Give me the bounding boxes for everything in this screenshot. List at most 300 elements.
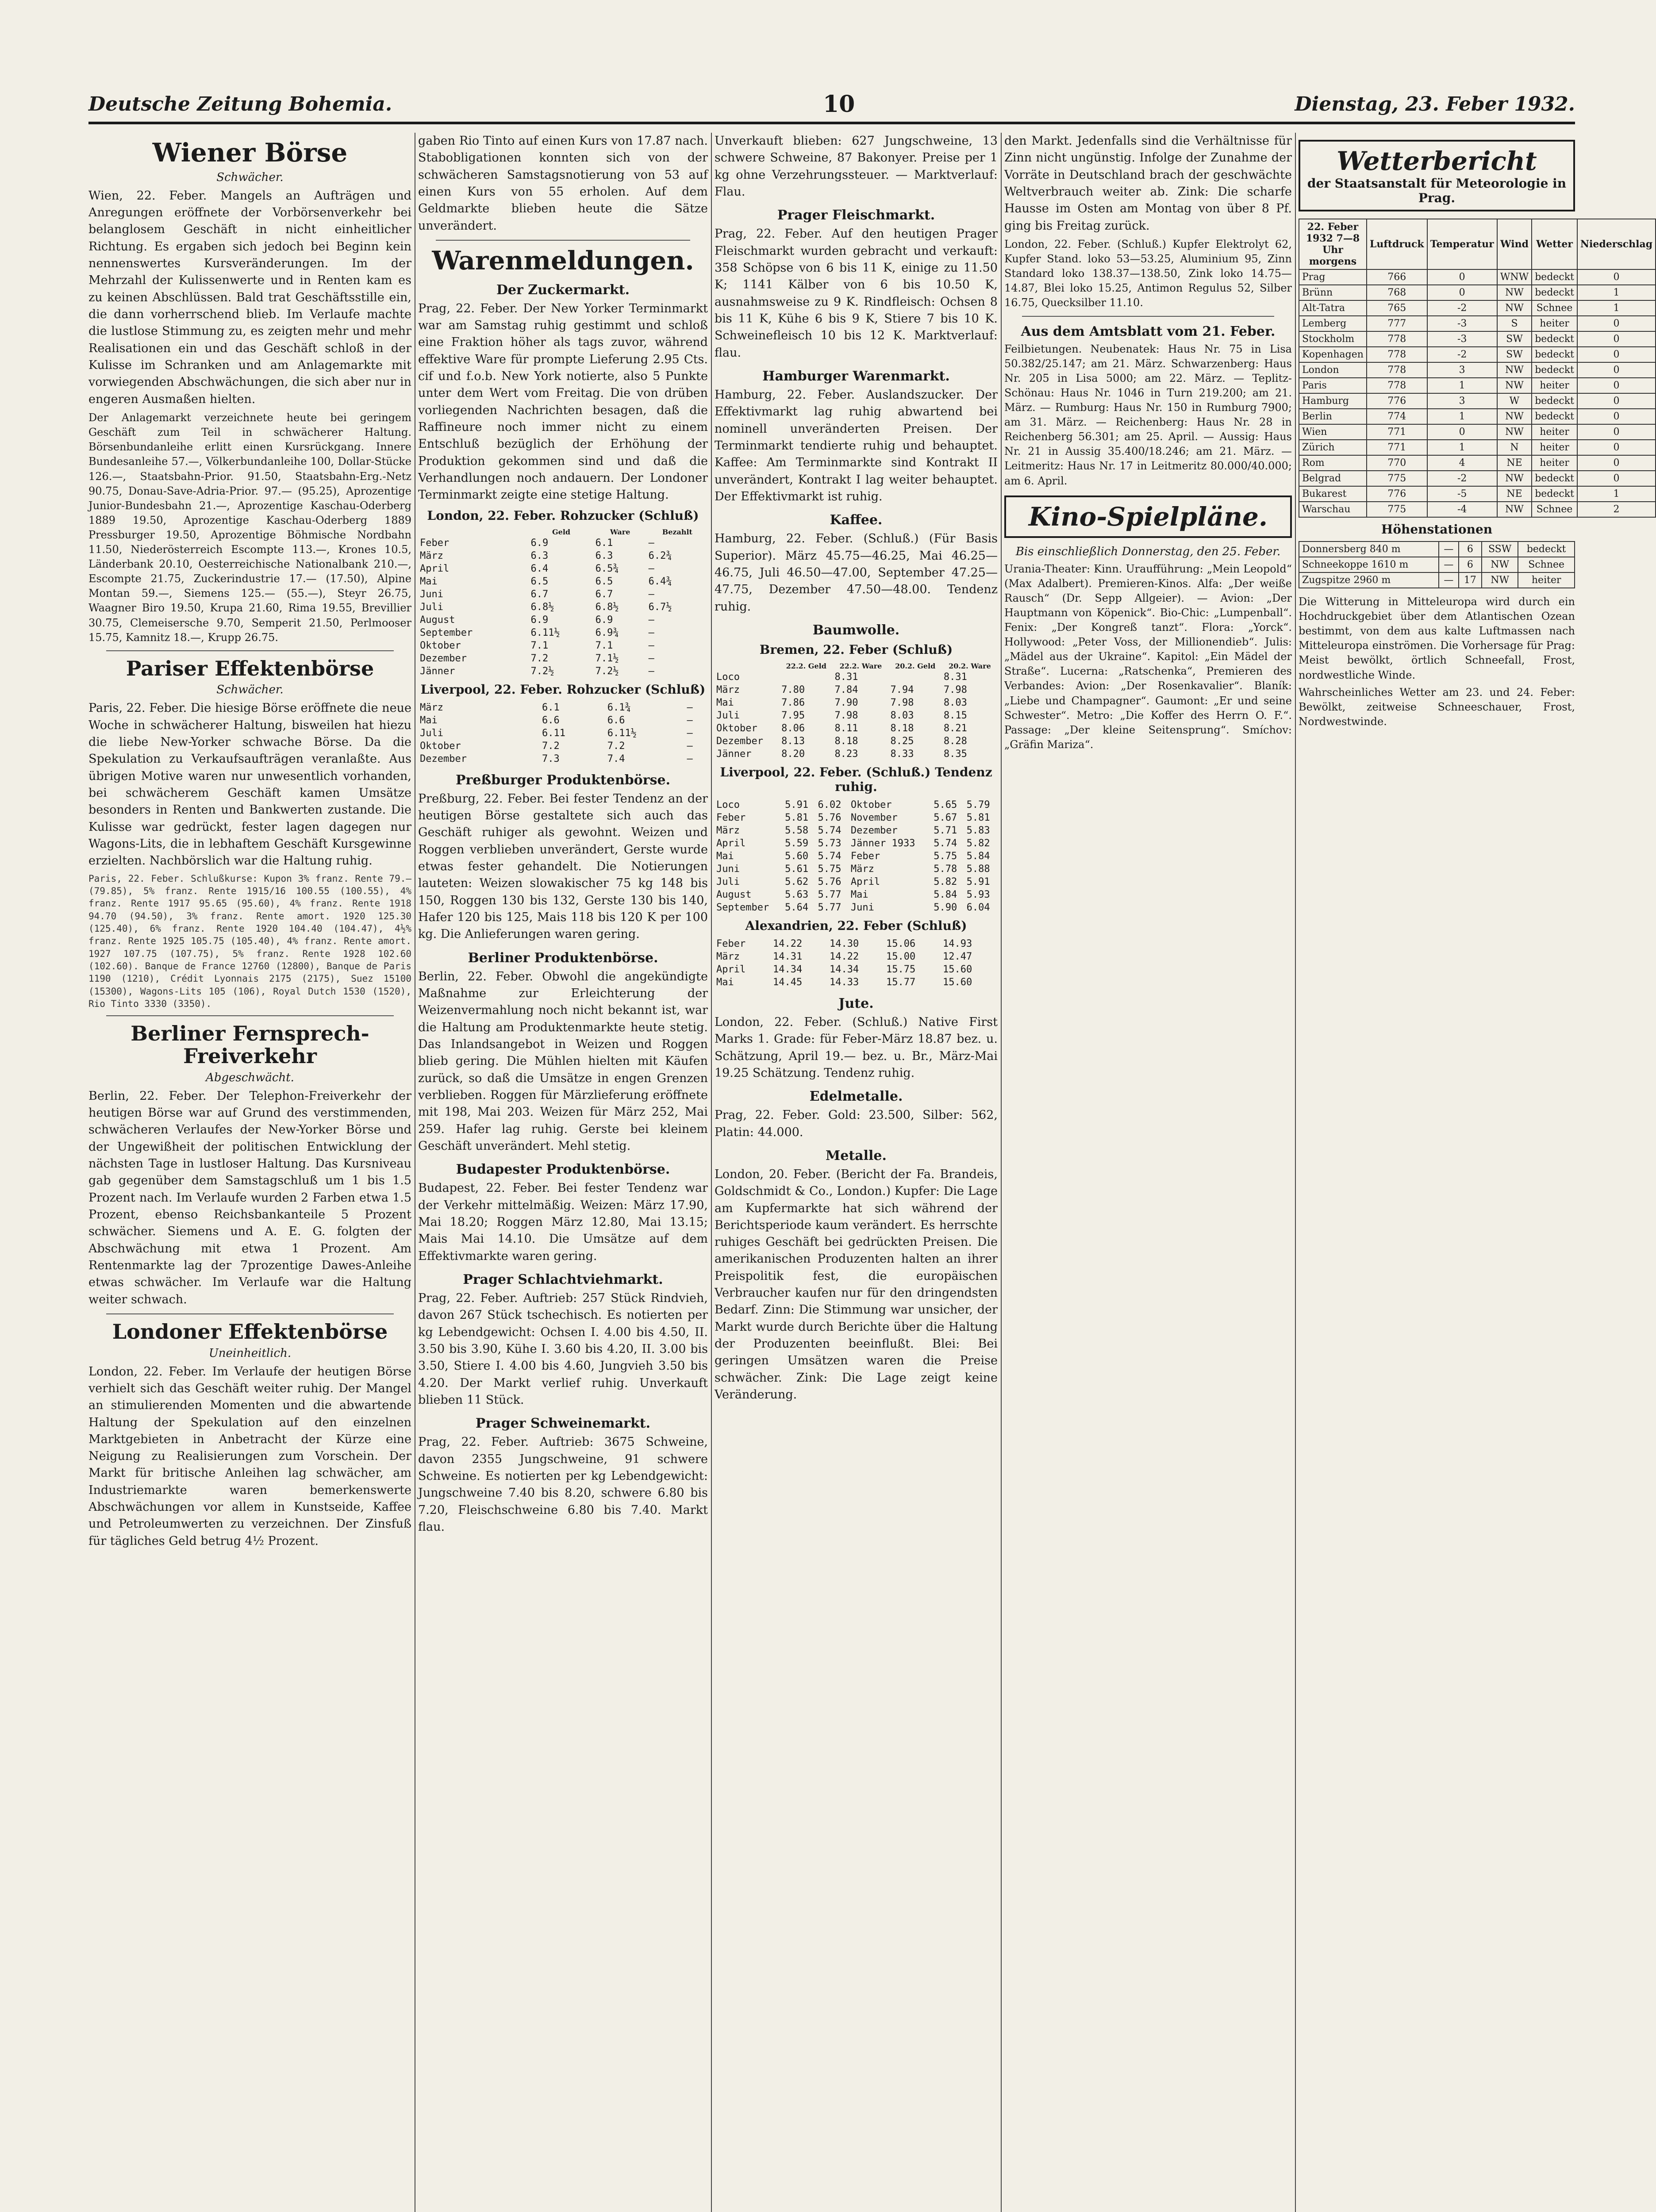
table-cell: Juli	[716, 876, 740, 887]
table-header-cell: 20.2. Ware	[949, 661, 991, 670]
table-row	[418, 626, 708, 639]
table-cell: Lemberg	[1299, 316, 1367, 331]
table-cell: Mai	[716, 976, 734, 988]
table-cell: 766	[1367, 269, 1427, 285]
table-cell: Loco	[716, 671, 740, 683]
hamburg-heading: Hamburger Warenmarkt.	[762, 368, 950, 384]
table-cell: Alt-Tatra	[1299, 300, 1367, 316]
table-cell: 778	[1367, 331, 1427, 347]
berlin-freiverkehr-heading: Berliner Fernsprech-Freiverkehr	[131, 1022, 369, 1068]
page-header	[88, 91, 1575, 124]
schweinemarkt-article: Prag, 22. Feber. Auftrieb: 3675 Schweine, davon 2355 Jungschweine, 91 schwere Schweine. Es notierten per kg Lebendgewicht: Jungschweine 7.40 bis 8.20, schwere 6.80 bis 7.20, Fleischschweine 6.80 bis 7.40. Markt flau.	[418, 1435, 708, 1534]
kaffee-heading: Kaffee.	[830, 512, 883, 528]
table-cell: 0	[1427, 424, 1497, 440]
column-1	[88, 133, 411, 2212]
kaffee-article: Hamburg, 22. Feber. (Schluß.) (Für Basis Superior). März 45.75—46.25, Mai 46.25—46.75, Juli 46.50—47.00, September 47.25—47.75, Dezember 47.50—48.00. Tendenz ruhig.	[715, 532, 998, 614]
table-cell: 5.61	[785, 863, 809, 875]
column-rule	[1295, 133, 1296, 2212]
table-cell: heiter	[1532, 455, 1577, 471]
table-cell: 5.67	[934, 812, 957, 823]
table-row	[1299, 347, 1656, 362]
table-header-cell: Wind	[1497, 219, 1532, 269]
table-cell: 771	[1367, 440, 1427, 455]
table-cell: August	[716, 889, 752, 900]
table-cell: —	[687, 714, 693, 726]
table-row	[418, 652, 708, 665]
table-cell: 775	[1367, 502, 1427, 517]
table-row	[715, 748, 998, 760]
table-cell: 5.79	[966, 799, 990, 810]
table-cell: 3	[1427, 393, 1497, 409]
table-cell: 0	[1577, 269, 1656, 285]
column-4	[1004, 133, 1292, 2212]
table-cell: 0	[1577, 393, 1656, 409]
table-cell: heiter	[1532, 378, 1577, 393]
table-cell: W	[1497, 393, 1532, 409]
table-cell: 0	[1577, 331, 1656, 347]
table-row	[715, 684, 998, 696]
table-cell: 8.06	[781, 722, 805, 734]
table-cell: S	[1497, 316, 1532, 331]
table-cell: 6.1	[542, 702, 560, 713]
paris-boerse-heading: Pariser Effektenbörse	[126, 656, 374, 680]
kino-heading-box	[1004, 495, 1292, 538]
table-cell: 17	[1459, 572, 1482, 588]
table-cell: 8.31	[943, 671, 967, 683]
table-cell: Jänner	[716, 748, 752, 760]
table-cell: —	[648, 563, 654, 574]
table-row	[1299, 285, 1656, 300]
table-row	[715, 671, 998, 684]
table-cell: 7.4	[607, 753, 625, 764]
kino-listings: Urania-Theater: Kinn. Uraufführung: „Mein Leopold“ (Max Adalbert). Premieren-Kinos. Alfa: „Der weiße Rausch“ (Dr. Sepp Allgeier). — Avion: „Der Hauptmann von Köpenick“. Bio-Chic: „Lumpenball“. Fenix: „Der Kongreß tanzt“. Flora: „Yorck“. Hollywood: „Peter Voss, der Millionendieb“. Julis: „Mädel aus der Ukraine“. Kapitol: „Ein Mädel der Straße“. Lucerna: „Ratschenka“, Premieren des Verbandes: Avion: „Der Rosenkavalier“. Blaník: „Liebe und Champagner“. Gaumont: „Er und seine Schwester“. Metro: „Die Koffer des Herrn O. F.“. Passage: „Der kleine Seitensprung“. Smíchov: „Gräfin Mariza“.	[1004, 562, 1292, 751]
table-cell: 5.76	[818, 812, 841, 823]
table-cell: 8.11	[834, 722, 858, 734]
table-cell: 6.04	[966, 902, 990, 913]
metalle-article: London, 20. Feber. (Bericht der Fa. Brandeis, Goldschmidt & Co., London.) Kupfer: Die Lage am Kupfermarkte hat sich während der Berichtsperiode kaum verändert. Es herrschte ruhiges Geschäft bei gedrückten Preisen. Die amerikanischen Produzenten halten an ihrer Preispolitik fest, die europäischen Verbraucher kaufen nur für den dringendsten Bedarf. Zinn: Die Stimmung war unsicher, der Markt wurde durch Berichte über die Haltung der Produzenten beeinflußt. Blei: Bei geringen Umsätzen waren die Preise schwächer. Zink: Die Lage zeigt keine Veränderung.	[715, 1167, 998, 1402]
table-cell: 6.1	[595, 537, 613, 549]
table-row	[1299, 424, 1656, 440]
table-cell: 14.22	[773, 938, 803, 949]
table-cell: 5.82	[934, 876, 957, 887]
table-cell: bedeckt	[1532, 393, 1577, 409]
table-cell: SSW	[1482, 541, 1518, 557]
table-cell: 7.3	[542, 753, 560, 764]
table-cell: Schnee	[1532, 300, 1577, 316]
table-cell: 768	[1367, 285, 1427, 300]
weather-table	[1299, 219, 1656, 518]
table-cell: 6.1¾	[607, 702, 631, 713]
table-header-cell	[418, 527, 529, 537]
table-row	[1299, 409, 1656, 424]
table-cell: 6	[1459, 541, 1482, 557]
table-row	[715, 735, 998, 748]
table-cell: 2	[1577, 502, 1656, 517]
table-cell: 771	[1367, 424, 1427, 440]
schlachtvieh-article: Prag, 22. Feber. Auftrieb: 257 Stück Rindvieh, davon 267 Stück tschechisch. Es notierten per kg Lebendgewicht: Ochsen I. 4.00 bis 4.50, II. 3.50 bis 3.90, Kühe I. 3.60 bis 4.20, II. 3.00 bis 3.50, Stiere I. 4.00 bis 4.60, Jungvieh 3.50 bis 4.20. Der Markt verlief ruhig. Unverkauft blieben 11 Stück.	[418, 1291, 708, 1407]
table-cell: 4	[1427, 455, 1497, 471]
table-cell: heiter	[1532, 440, 1577, 455]
table-row	[418, 753, 708, 765]
table-cell: NW	[1497, 471, 1532, 486]
table-cell: 6.9	[530, 614, 549, 626]
table-row	[715, 863, 998, 876]
table-cell: März	[716, 825, 740, 836]
table-row	[715, 937, 998, 950]
table-cell: 0	[1577, 378, 1656, 393]
table-cell: 7.2	[530, 653, 549, 664]
table-cell: N	[1497, 440, 1532, 455]
table-cell: 770	[1367, 455, 1427, 471]
table-cell: Feber	[420, 537, 450, 549]
table-cell: März	[850, 863, 874, 875]
table-cell: NW	[1497, 424, 1532, 440]
liverpool-cotton-table	[715, 799, 998, 914]
table-cell: -2	[1427, 471, 1497, 486]
table-cell: 775	[1367, 471, 1427, 486]
table-cell: 8.15	[943, 710, 967, 721]
table-cell: NW	[1497, 502, 1532, 517]
table-cell: 5.64	[785, 902, 809, 913]
table-cell: Juli	[420, 727, 443, 739]
table-cell: 5.93	[966, 889, 990, 900]
table-cell: Oktober	[420, 640, 461, 651]
table-cell: 0	[1577, 440, 1656, 455]
table-cell: heiter	[1518, 572, 1575, 588]
table-cell: April	[420, 563, 450, 574]
table-cell: 6.11½	[530, 627, 560, 638]
table-cell: bedeckt	[1532, 471, 1577, 486]
table-cell: 7.1	[595, 640, 613, 651]
table-row	[715, 696, 998, 709]
table-cell: Schnee	[1532, 502, 1577, 517]
divider	[106, 1015, 394, 1016]
column-rule	[1001, 133, 1002, 2212]
table-cell: 5.74	[818, 850, 841, 862]
fleischmarkt-heading: Prager Fleischmarkt.	[777, 207, 935, 223]
table-cell: 765	[1367, 300, 1427, 316]
table-cell: bedeckt	[1532, 285, 1577, 300]
table-cell: —	[1439, 541, 1459, 557]
table-cell: 6.9¾	[595, 627, 619, 638]
table-row	[1299, 541, 1575, 557]
continued-text: Unverkauft blieben: 627 Jungschweine, 13 schwere Schweine, 87 Bakonyer. Preise per 1 kg ohne Verzehrungssteuer. — Marktverlauf: Flau.	[715, 134, 998, 199]
table-cell: 6.7½	[648, 601, 672, 613]
table-cell: -3	[1427, 331, 1497, 347]
zucker-article: Prag, 22. Feber. Der New Yorker Terminmarkt war am Samstag ruhig gestimmt und schloß eine Fraktion höher als tags zuvor, während effektive Ware für prompte Lieferung 2.95 Cts. cif und f.o.b. New York notierte, also 5 Punkte unter dem Wert vom Freitag. Die von drüben vorliegenden Nachrichten besagen, daß die Raffineure noch immer nicht zu einem Entschluß bezüglich der Erhöhung der Produktion gekommen sind und daß die Verhandlungen noch andauern. Der Londoner Terminmarkt zeigte eine stetige Haltung.	[418, 301, 708, 502]
table-cell: 7.94	[890, 684, 914, 695]
table-cell: Hamburg	[1299, 393, 1367, 409]
hoehenstationen-caption: Höhenstationen	[1381, 522, 1493, 537]
schlachtvieh-heading: Prager Schlachtviehmarkt.	[463, 1271, 663, 1287]
table-cell: Oktober	[716, 722, 757, 734]
berlin-article: Berlin, 22. Feber. Der Telephon-Freiverkehr der heutigen Börse war auf Grund des verstimmenden, schwächeren Verlaufes der New-Yorker Börse und der Ungewißheit der politischen Entwicklung der nächsten Tage in lustloser Haltung. Das Kursniveau gab gegenüber dem Samstagschluß um 1 bis 1.5 Prozent nach. Im Verlaufe wurden 2 Farben etwa 1.5 Prozent, ebenso Reichsbankanteile 5 Prozent schwächer. Siemens und A. E. G. folgten der Abschwächung mit etwa 1 Prozent. Am Rentenmarkte lag der 7prozentige Dawes-Anleihe etwas schwächer. Im Verlaufe war die Haltung weiter schwach.	[88, 1089, 411, 1306]
table-cell: 0	[1427, 285, 1497, 300]
table-cell: 8.20	[781, 748, 805, 760]
table-cell: 5.77	[818, 902, 841, 913]
table-cell: 5.75	[934, 850, 957, 862]
table-cell: 5.58	[785, 825, 809, 836]
table-cell: —	[648, 627, 654, 638]
divider	[106, 650, 394, 651]
table-row	[715, 811, 998, 824]
table-cell: Brünn	[1299, 285, 1367, 300]
table-cell: NW	[1497, 362, 1532, 378]
table-cell: 8.28	[943, 735, 967, 747]
continued-text: gaben Rio Tinto auf einen Kurs von 17.87 nach. Stabobligationen konnten sich von der schwächeren Samstagsnotierung von 53 auf einen Kurs von 55 erholen. Auf dem Geldmarkte blieben heute die Sätze unverändert.	[418, 134, 708, 233]
table-cell: 12.47	[943, 951, 972, 962]
table-cell: Juni	[850, 902, 874, 913]
table-row	[418, 665, 708, 678]
table-row	[418, 740, 708, 753]
table-cell: 5.91	[966, 876, 990, 887]
table-cell: 776	[1367, 393, 1427, 409]
london-sugar-table	[418, 527, 708, 678]
table-cell: 1	[1577, 300, 1656, 316]
table-cell: Oktober	[420, 740, 461, 752]
table-cell: 0	[1427, 269, 1497, 285]
table-cell: November	[850, 812, 898, 823]
table-cell: 7.1	[530, 640, 549, 651]
table-cell: 777	[1367, 316, 1427, 331]
divider	[1022, 316, 1274, 317]
budapest-heading: Budapester Produktenbörse.	[456, 1162, 670, 1178]
table-row	[715, 976, 998, 989]
table-cell: Dezember	[716, 735, 763, 747]
table-cell: Belgrad	[1299, 471, 1367, 486]
table-cell: heiter	[1532, 316, 1577, 331]
table-cell: Berlin	[1299, 409, 1367, 424]
liverpool-sugar-table	[418, 701, 708, 765]
table-cell: Jänner 1933	[850, 837, 915, 849]
table-cell: —	[1439, 557, 1459, 572]
table-cell: —	[687, 727, 693, 739]
table-cell: 15.75	[886, 964, 916, 975]
table-cell: 8.33	[890, 748, 914, 760]
table-header-cell: Wetter	[1532, 219, 1577, 269]
table-row	[1299, 557, 1575, 572]
baumwolle-heading: Baumwolle.	[812, 622, 900, 638]
amtsblatt-article: Feilbietungen. Neubenatek: Haus Nr. 75 in Lisa 50.382/25.147; am 21. März. Schwarzenberg: Haus Nr. 205 in Lisa 5000; am 22. März. — Teplitz-Schönau: Haus Nr. 1046 in Turn 219.200; am 21. März. — Rumburg: Haus Nr. 150 in Rumburg 7900; am 31. März. — Reichenberg: Haus Nr. 28 in Reichenberg 56.301; am 25. April. — Aussig: Haus Nr. 21 in Aussig 35.400/18.246; am 21. März. — Leitmeritz: Haus Nr. 17 in Leitmeritz 80.000/40.000; am 6. April.	[1004, 342, 1292, 487]
amtsblatt-heading: Aus dem Amtsblatt vom 21. Feber.	[1021, 323, 1276, 339]
table-row	[1299, 486, 1656, 502]
table-cell: April	[716, 837, 746, 849]
bremen-cotton-table	[715, 661, 998, 760]
table-cell: 8.31	[834, 671, 858, 683]
wien-boerse-heading: Wiener Börse	[152, 138, 348, 168]
table-cell: 5.73	[818, 837, 841, 849]
table-cell: 7.1½	[595, 653, 619, 664]
table-cell: NW	[1497, 378, 1532, 393]
table-row	[1299, 440, 1656, 455]
table-cell: 15.77	[886, 976, 916, 988]
table-cell: 6.4¾	[648, 576, 672, 587]
table-cell: 0	[1577, 471, 1656, 486]
table-cell: Bukarest	[1299, 486, 1367, 502]
table-header-cell: 22. Feber 1932 7—8 Uhr morgens	[1299, 219, 1367, 269]
table-cell: 5.63	[785, 889, 809, 900]
alexandrien-table	[715, 937, 998, 989]
table-cell: -2	[1427, 347, 1497, 362]
table-header-cell: Bezahlt	[662, 527, 692, 536]
wetter-subheading: der Staatsanstalt für Meteorologie in Prag.	[1307, 176, 1567, 205]
table-cell: 0	[1577, 409, 1656, 424]
table-cell: NE	[1497, 455, 1532, 471]
table-cell: bedeckt	[1532, 362, 1577, 378]
table-row	[1299, 269, 1656, 285]
table-cell: 8.18	[834, 735, 858, 747]
table-cell: Stockholm	[1299, 331, 1367, 347]
table-row	[715, 876, 998, 888]
table-cell: —	[648, 588, 654, 600]
table-cell: —	[687, 702, 693, 713]
paris-article: Paris, 22. Feber. Die hiesige Börse eröffnete die neue Woche in schwächerer Haltung, bisweilen hat hiezu die liebe New-Yorker schwache Börse. Da die Spekulation zu Verkaufsaufträgen veranlaßte. Aus übrigen Motive waren nur unwesentlich vorhanden, bei schwächerem Geschäft kamen Umsätze besonders in Renten und Bankwerten zustande. Die Kulisse war gedrückt, fester lagen dagegen nur Wagons-Lits, die in lebhaftem Geschäft Kursgewinne erzielten. Nachbörslich war die Haltung ruhig.	[88, 701, 411, 868]
table-cell: 5.88	[966, 863, 990, 875]
table-row	[1299, 362, 1656, 378]
table-cell: 6.8½	[595, 601, 619, 613]
table-cell: 1	[1427, 378, 1497, 393]
zuckermarkt-heading: Der Zuckermarkt.	[496, 282, 630, 298]
table-cell: 14.31	[773, 951, 803, 962]
pressburg-article: Preßburg, 22. Feber. Bei fester Tendenz an der heutigen Börse gestaltete sich auch das Geschäft ruhiger als gewohnt. Weizen und Roggen verblieben unverändert, Gerste wurde etwas fester gehandelt. Die Notierungen lauteten: Weizen slowakischer 75 kg 148 bis 150, Roggen 130 bis 132, Gerste 130 bis 140, Hafer 120 bis 125, Mais 118 bis 120 K per 100 kg. Die Anlieferungen waren gering.	[418, 791, 708, 941]
table-cell: Rom	[1299, 455, 1367, 471]
table-row	[418, 562, 708, 575]
table-cell: 7.90	[834, 697, 858, 708]
paris-subheading: Schwächer.	[216, 683, 284, 697]
london-article: London, 22. Feber. Im Verlaufe der heutigen Börse verhielt sich das Geschäft weiter ruhig. Der Mangel an stimulierenden Momenten und die abwartende Haltung der Spekulation auf den einzelnen Marktgebieten in Anbetracht der Kürze eine Neigung zu Realisierungen zum Vorschein. Der Markt für britische Anleihen lag schwächer, am Industriemarkte waren bemerkenswerte Abschwächungen vor allem in Kunstseide, Kaffee und Petroleumwerten zu verzeichnen. Der Zinsfuß für tägliches Geld betrug 4½ Prozent.	[88, 1364, 411, 1548]
table-cell: Wien	[1299, 424, 1367, 440]
table-cell: 7.2	[542, 740, 560, 752]
table-cell: 8.03	[943, 697, 967, 708]
table-cell: 5.74	[818, 825, 841, 836]
table-cell: 6	[1459, 557, 1482, 572]
table-cell: 6.7	[530, 588, 549, 600]
table-cell: 5.71	[934, 825, 957, 836]
table-cell: 5.74	[934, 837, 957, 849]
table-cell: —	[648, 537, 654, 549]
table-cell: April	[716, 964, 746, 975]
table-cell: April	[850, 876, 880, 887]
table-cell: Prag	[1299, 269, 1367, 285]
table-row	[715, 709, 998, 722]
table-row	[1299, 393, 1656, 409]
table-cell: 8.18	[890, 722, 914, 734]
table-cell: März	[716, 684, 740, 695]
table-row	[418, 714, 708, 727]
table-cell: März	[716, 951, 740, 962]
table-cell: 5.62	[785, 876, 809, 887]
table-cell: bedeckt	[1532, 331, 1577, 347]
table-cell: 0	[1577, 455, 1656, 471]
page-date: Dienstag, 23. Feber 1932.	[1295, 93, 1575, 115]
table-cell: 6.8½	[530, 601, 554, 613]
paris-quotes: Paris, 22. Feber. Schlußkurse: Kupon 3% franz. Rente 79.— (79.85), 5% franz. Rente 1915/16 100.55 (100.55), 4% franz. Rente 1917 95.65 (95.60), 4% franz. Rente 1918 94.70 (94.50), 3% franz. Rente amort. 1920 125.30 (125.40), 6% franz. Rente 1920 104.40 (104.47), 4½% franz. Rente 1925 105.75 (105.40), 4% franz. Rente amort. 1927 107.75 (107.75), 5% franz. Rente 1928 102.60 (102.60). Banque de France 12760 (12800), Banque de Paris 1190 (1210), Crédit Lyonnais 2175 (2175), Suez 15100 (15300), Wagons-Lits 105 (106), Royal Dutch 1530 (1520), Rio Tinto 3330 (3350).	[88, 873, 411, 1010]
page-number: 10	[823, 91, 855, 118]
table-row	[418, 639, 708, 652]
table-cell: 6.3	[595, 550, 613, 561]
table-cell: Donnersberg 840 m	[1299, 541, 1439, 557]
table-cell: 6.7	[595, 588, 613, 600]
table-row	[715, 963, 998, 976]
table-row	[715, 837, 998, 850]
table-cell: 14.30	[830, 938, 859, 949]
table-cell: SW	[1497, 347, 1532, 362]
table-cell: Zürich	[1299, 440, 1367, 455]
table-cell: 5.77	[818, 889, 841, 900]
table-cell: Juli	[420, 601, 443, 613]
table-cell: 7.98	[943, 684, 967, 695]
table-cell: Feber	[716, 812, 746, 823]
table-row	[715, 901, 998, 914]
table-cell: NW	[1497, 285, 1532, 300]
hamburg-article: Hamburg, 22. Feber. Auslandszucker. Der Effektivmarkt lag ruhig abwartend bei nominell unveränderten Preisen. Der Terminmarkt tendierte ruhig und behauptet. Kaffee: Am Terminmarkte sind Kontrakt II unverändert, Kontrakt I lag weiter behauptet. Der Effektivmarkt ist ruhig.	[715, 388, 998, 503]
table-header-cell: Luftdruck	[1367, 219, 1427, 269]
table-cell: 776	[1367, 486, 1427, 502]
mountain-stations-table	[1299, 541, 1575, 588]
table-cell: 5.59	[785, 837, 809, 849]
table-cell: 774	[1367, 409, 1427, 424]
divider	[106, 1313, 394, 1314]
alexandrien-caption: Alexandrien, 22. Feber (Schluß)	[745, 918, 967, 933]
table-cell: 15.60	[943, 964, 972, 975]
table-cell: 6.5	[595, 576, 613, 587]
table-cell: Oktober	[850, 799, 892, 810]
table-cell: Warschau	[1299, 502, 1367, 517]
table-cell: 7.84	[834, 684, 858, 695]
fleischmarkt-article: Prag, 22. Feber. Auf den heutigen Prager Fleischmarkt wurden gebracht und verkauft: 358 Schöpse von 6 bis 11 K, einige zu 11.50 K; 1141 Kälber von 6 bis 10.50 K, ausnahmsweise zu 9 K. Rindfleisch: Ochsen 8 bis 11 K, Kühe 6 bis 9 K, Stiere 7 bis 10 K. Schweinefleisch 10 bis 12 K. Marktverlauf: flau.	[715, 227, 998, 360]
schweinemarkt-heading: Prager Schweinemarkt.	[475, 1416, 651, 1432]
table-cell: Kopenhagen	[1299, 347, 1367, 362]
table-cell: -4	[1427, 502, 1497, 517]
column-5	[1299, 133, 1653, 2212]
table-cell: 778	[1367, 362, 1427, 378]
budapest-article: Budapest, 22. Feber. Bei fester Tendenz war der Verkehr mittelmäßig. Weizen: März 17.90, Mai 18.20; Roggen März 12.80, Mai 13.15; Mais Mai 14.10. Die Umsätze auf dem Effektivmarkte waren gering.	[418, 1181, 708, 1263]
table-row	[1299, 300, 1656, 316]
table-cell: 6.02	[818, 799, 841, 810]
table-cell: bedeckt	[1532, 409, 1577, 424]
table-cell: 6.5¾	[595, 563, 619, 574]
table-header-cell: 22.2. Geld	[786, 661, 826, 670]
table-cell: bedeckt	[1532, 486, 1577, 502]
table-row	[418, 727, 708, 740]
table-row	[418, 549, 708, 562]
table-cell: 14.34	[773, 964, 803, 975]
table-cell: 5.81	[966, 812, 990, 823]
table-cell: Jänner	[420, 665, 455, 677]
table-cell: 8.13	[781, 735, 805, 747]
table-row	[715, 888, 998, 901]
table-cell	[889, 671, 942, 684]
table-cell: 6.9	[530, 537, 549, 549]
table-header-cell: Niederschlag	[1577, 219, 1656, 269]
table-cell: Loco	[716, 799, 740, 810]
table-cell: Mai	[420, 576, 438, 587]
warenmeldungen-heading: Warenmeldungen.	[432, 245, 694, 276]
table-row	[715, 824, 998, 837]
table-cell: 5.84	[934, 889, 957, 900]
table-cell: -5	[1427, 486, 1497, 502]
continued-text: den Markt. Jedenfalls sind die Verhältnisse für Zinn nicht ungünstig. Infolge der Zunahme der Vorräte in Deutschland brach der geschwächte Weltverbrauch weiter ab. Zink: Die scharfe Hausse im Osten am Montag von über 8 Pf. ging bis Freitag zurück.	[1004, 134, 1292, 233]
table-cell: 5.78	[934, 863, 957, 875]
table-cell: 5.91	[785, 799, 809, 810]
table-cell: bedeckt	[1532, 269, 1577, 285]
table-cell: 0	[1577, 424, 1656, 440]
table-cell: 6.5	[530, 576, 549, 587]
bremen-caption: Bremen, 22. Feber (Schluß)	[759, 642, 953, 657]
column-3	[715, 133, 998, 2212]
weather-text: Die Witterung in Mitteleuropa wird durch ein Hochdruckgebiet über dem Atlantischen Ozean bestimmt, von dem aus kalte Luftmassen nach Mitteleuropa einströmen. Die Vorhersage für Prag: Meist bewölkt, örtlich Schneefall, Frost, nordwestliche Winde.	[1299, 595, 1575, 681]
table-cell: September	[420, 627, 473, 638]
